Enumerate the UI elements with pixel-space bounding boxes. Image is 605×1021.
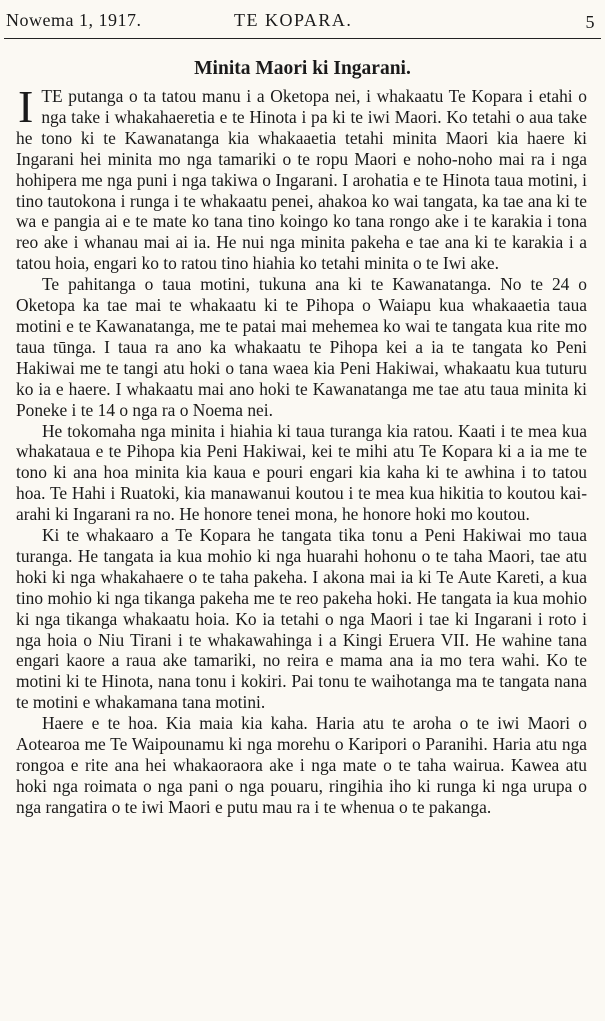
article-title: Minita Maori ki Ingarani. [194,58,411,79]
page-number: 5 [585,12,595,32]
drop-cap: I [18,81,34,132]
header-rule [4,38,601,39]
paragraph-1 [16,81,587,274]
article-body [16,81,587,818]
paragraph-2: Te pahitanga o taua motini, tukuna ana ki te Kawanatanga. No te 24 o Oketopa ka tae mai te whakaatu ki te Pihopa o Waiapu kua whakaaetia taua motini e te Kawanatanga, me te patai mai mehemea ko wai te tangata kua rite mo taua tūnga. I taua ra ano ka whakaatu te Pihopa kei a ia te tangata ko Peni Hakiwai me te tangi atu hoki o tana waea kia Peni Hakiwai, whakaatu kua tuturu ko ia e haere. I whakaatu mai ano hoki te Kawanatanga me tae atu taua minita ki Poneke i te 14 o nga ra o Noema nei. [16,274,587,420]
paragraph-5: Haere e te hoa. Kia maia kia kaha. Haria atu te aroha o te iwi Maori o Aotearoa me Te Waipounamu ki nga morehu o Karipori o Paranihi. Haria atu nga rongoa e rite ana hei whakaoraora ake i nga mate o te taha wairua. Kawea atu hoki nga roimata o nga pani o nga pouaru, ringihia iho ki runga ki nga urupa o nga rangatira o te iwi Maori e putu mau ra i te whenua o te pakanga. [16,713,587,817]
paragraph-3: He tokomaha nga minita i hiahia ki taua turanga kia ratou. Kaati i te mea kua whakataua e te Pihopa kia Peni Hakiwai, kei te mihi atu Te Kopara ki a ia me te tono ki ana hoa minita kia kaua e pouri engari kia kaha ki te awhina i to tatou hoa. Te Hahi i Ruatoki, kia manawanui koutou i te mea kua hikitia to koutou kai-arahi ki Ingarani ra no. He honore tenei mona, he honore hoki mo koutou. [16,420,587,525]
publication-title: TE KOPARA. [234,10,353,30]
paragraph-1-text: TE putanga o ta tatou manu i a Oketopa nei, i whakaatu Te Kopara i etahi o nga take i whakahaeretia e te Hinota i pa ki te iwi Maori. Ko tetahi o aua take he tono ki te Kawanatanga kia whakaaetia tetahi minita Maori kia haere ki Ingarani hei minita mo nga tamariki o te ropu Maori e noho-noho mai ra i nga hohipera me nga puni i nga takiwa o Ingarani. I arohatia e te Hinota taua motini, i tino tautokona i runga i te whakaatu penei, ahakoa ko wai tangata, ka tae ana ki te wa e pangia ai e te mate ko tana tino koingo ko tana rongo ake i te karakia i tona reo ake i whanau mai ai ia. He nui nga minita pakeha e tae ana ki te karakia i a tatou hoia, engari ko to ratou tino hiahia ko tetahi minita o te Iwi ake. [16,86,587,274]
issue-date: Nowema 1, 1917. [6,10,142,30]
paragraph-4: Ki te whakaaro a Te Kopara he tangata tika tonu a Peni Hakiwai mo taua turanga. He tangata ia kua mohio ki nga huarahi hohonu o te taha Maori, tae atu hoki ki nga whakahaere o te taha pakeha. I akona mai ia ki Te Aute Kareti, a kua tino mohio ki nga tikanga pakeha me te reo pakeha hoki. He tangata ia kua mohio ki nga tikanga whakaatu hoia. Ko ia tetahi o nga Maori i tae ki Ingarani i roto i nga hoia o Niu Tirani i te whakawahinga i a Kingi Eruera VII. He wahine tana engari kaore a raua ake tamariki, no reira e mama ana ia mo tera wahi. Ko te motini ki te Hinota, nana tonu i kokiri. Pai tonu te waihotanga ma te tangata nana te motini e whakamana tana motini. [16,525,587,713]
page-header [6,6,597,36]
